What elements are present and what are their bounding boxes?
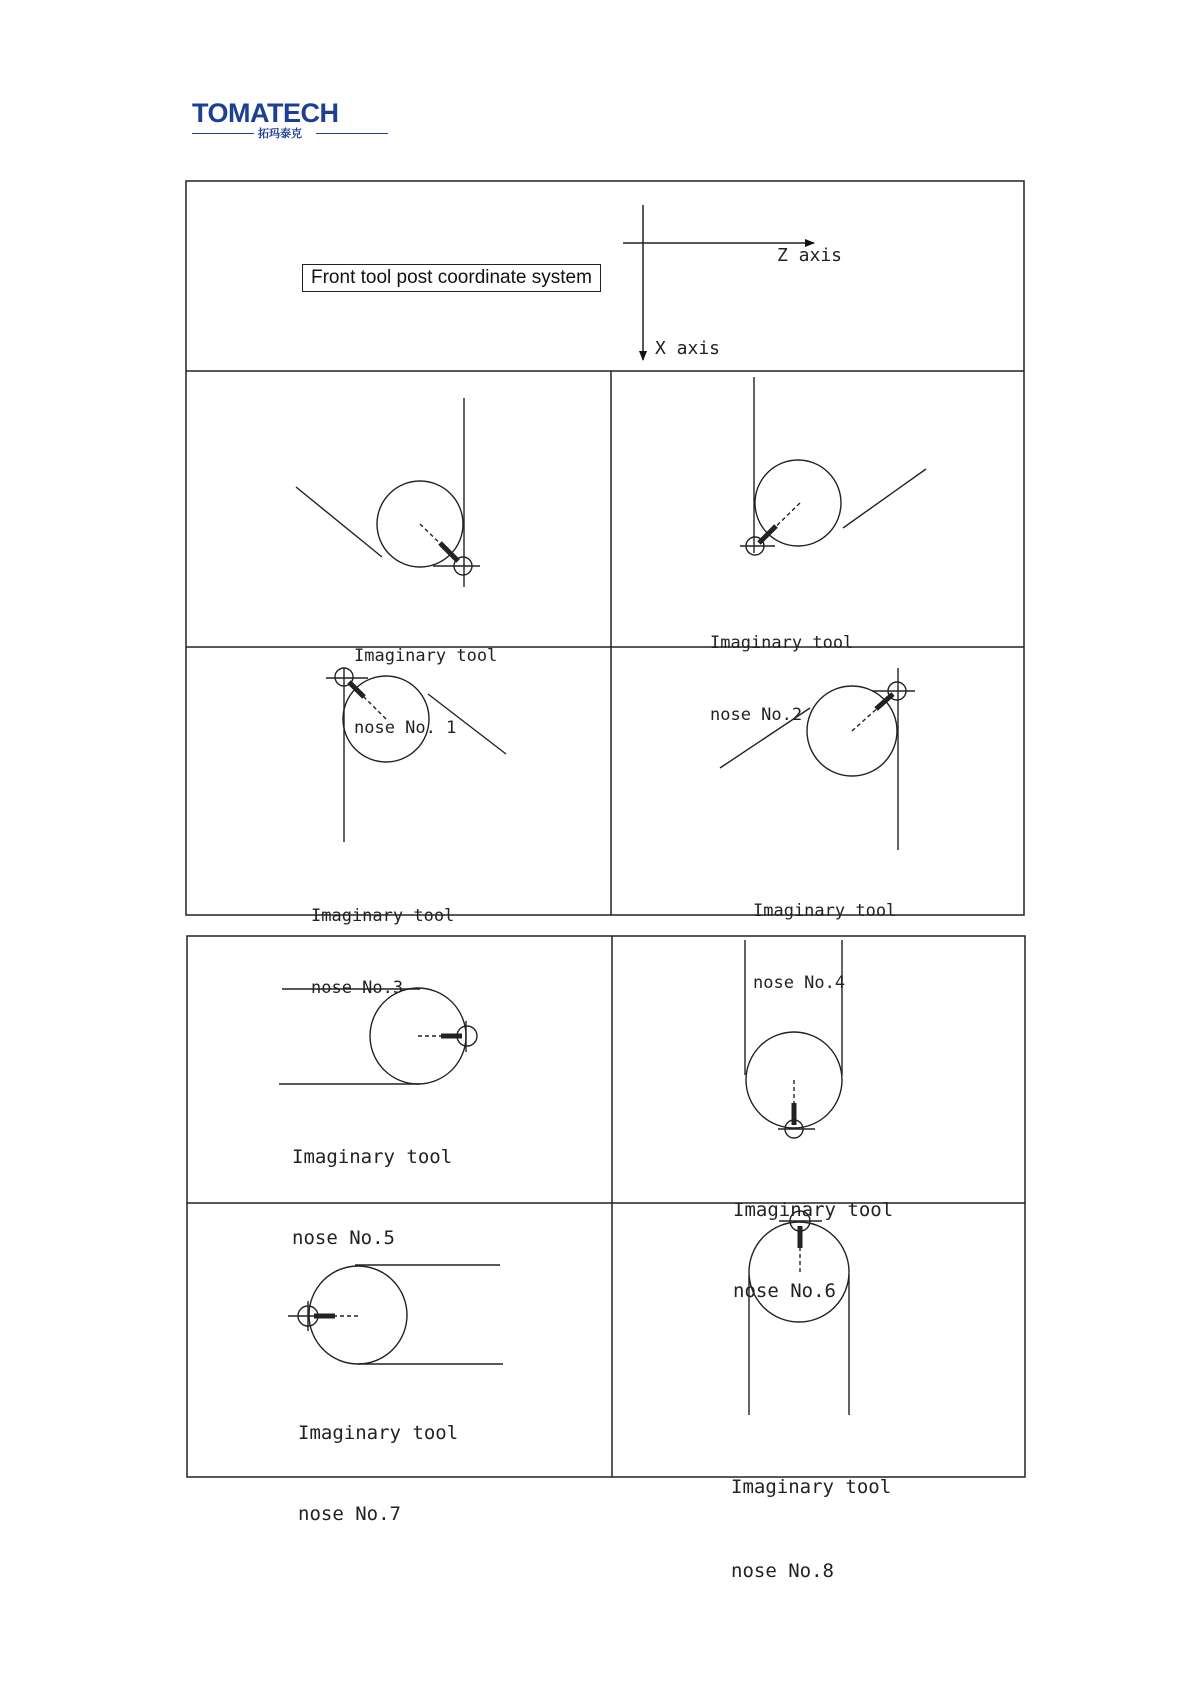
- nose-7-label-line1: Imaginary tool: [298, 1422, 459, 1444]
- nose-4-label-line2: nose No.4: [753, 973, 846, 993]
- logo-chinese: 拓玛泰克: [258, 127, 302, 140]
- nose-2-figure: [740, 377, 926, 555]
- nose-8-label: [731, 1417, 891, 1613]
- nose-8-label-line2: nose No.8: [731, 1560, 834, 1582]
- nose-2-label-line1: Imaginary tool: [710, 633, 854, 653]
- nose-3-label-line2: nose No.3: [311, 978, 404, 998]
- nose-6-label: [733, 1143, 893, 1332]
- nose-5-label-line2: nose No.5: [292, 1227, 395, 1249]
- nose-5-label: [292, 1090, 452, 1279]
- nose-2-label: [710, 583, 853, 751]
- nose-1-figure: [296, 398, 480, 587]
- logo-brand: TOMATECH: [192, 98, 339, 128]
- nose-7-label-line2: nose No.7: [298, 1503, 401, 1525]
- nose-1-label: [354, 596, 497, 764]
- nose-5-label-line1: Imaginary tool: [292, 1146, 453, 1168]
- nose-7-label: [298, 1366, 458, 1555]
- z-axis-label: Z axis: [777, 245, 843, 266]
- nose-4-label-line1: Imaginary tool: [753, 901, 897, 921]
- nose-3-label-line1: Imaginary tool: [311, 906, 455, 926]
- nose-1-label-line2: nose No. 1: [354, 718, 457, 738]
- nose-7-figure: [288, 1265, 503, 1364]
- nose-2-label-line2: nose No.2: [710, 705, 803, 725]
- coordinate-system-title: Front tool post coordinate system: [302, 264, 601, 292]
- nose-8-label-line1: Imaginary tool: [731, 1476, 892, 1498]
- x-axis-label: X axis: [655, 338, 721, 359]
- nose-4-label: [753, 851, 896, 1019]
- nose-6-label-line1: Imaginary tool: [733, 1199, 894, 1221]
- nose-3-label: [311, 856, 454, 1024]
- nose-6-label-line2: nose No.6: [733, 1280, 836, 1302]
- nose-1-label-line1: Imaginary tool: [354, 646, 498, 666]
